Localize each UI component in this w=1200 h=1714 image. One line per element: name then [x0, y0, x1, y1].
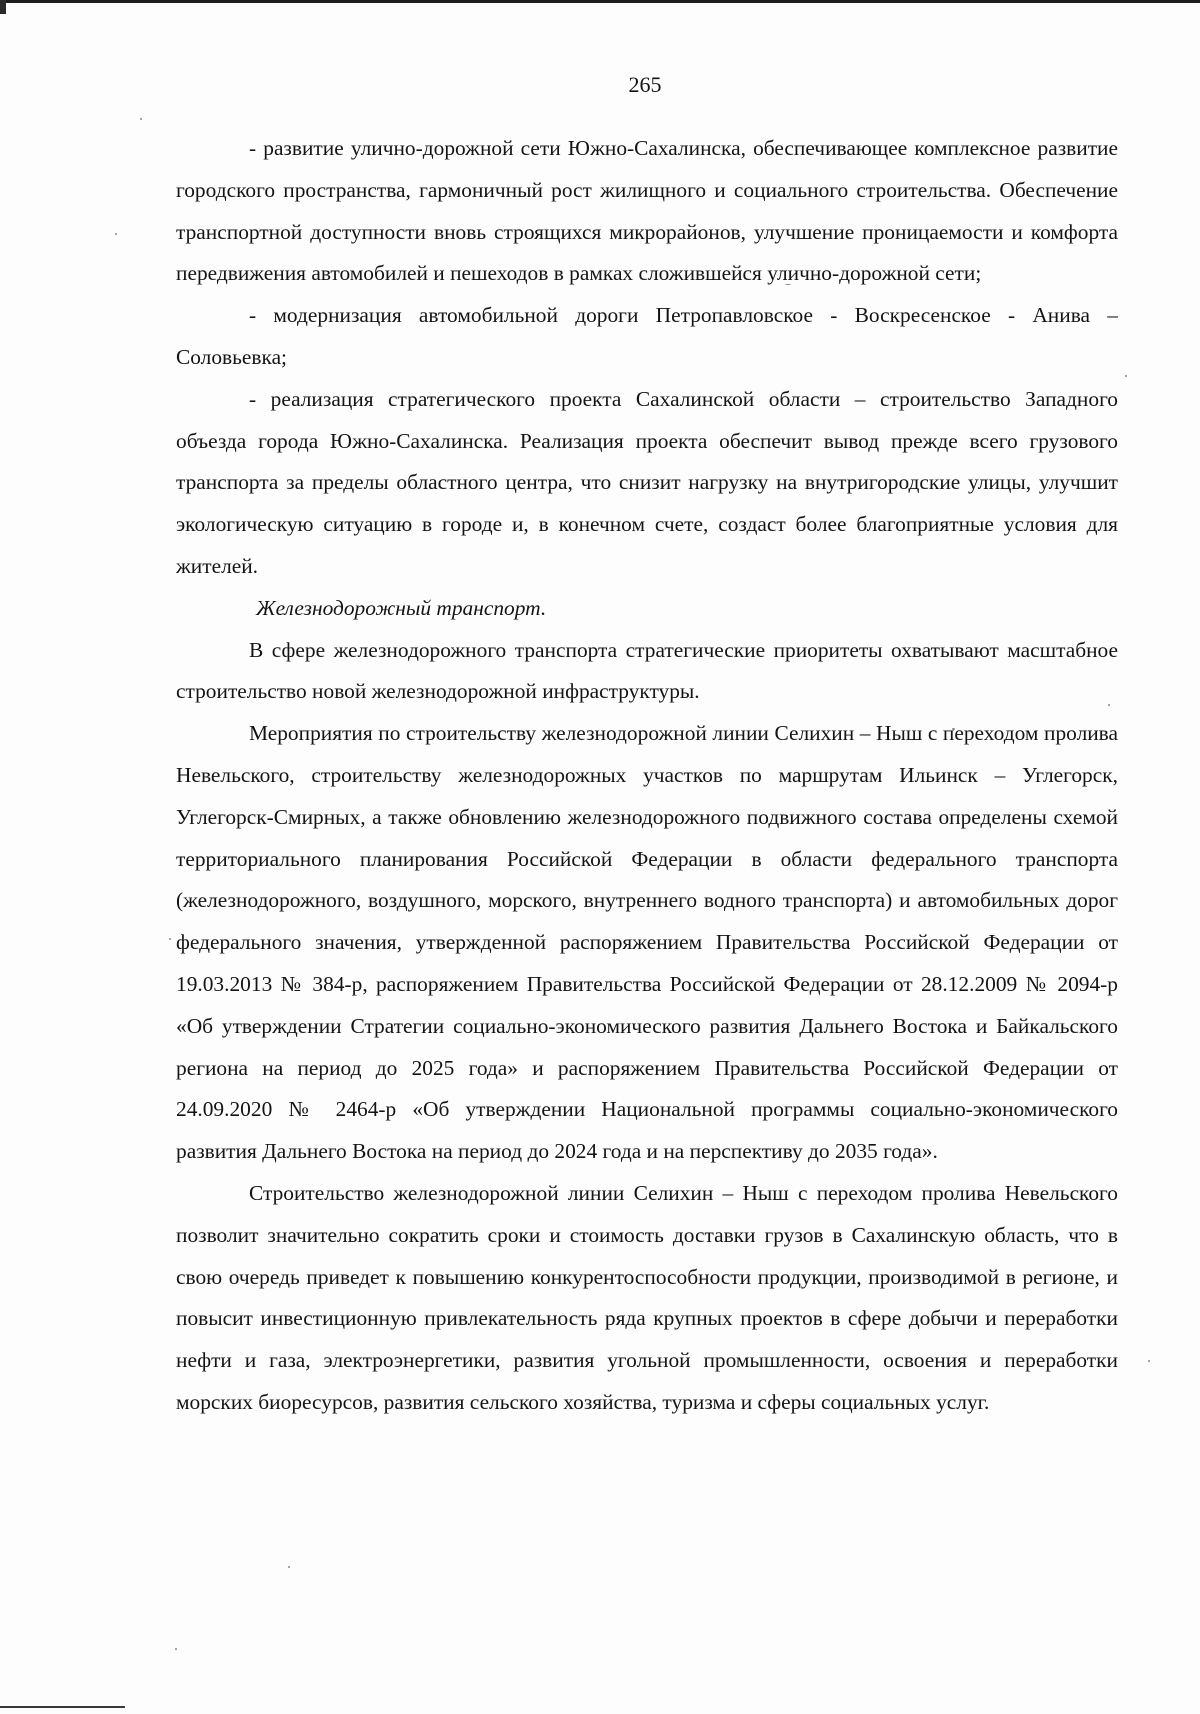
paragraph-western-bypass: - реализация стратегического проекта Сахалинской области – строительство Западного объезда города Южно-Сахалинска. Реализация проекта обеспечит вывод прежде всего грузового транспорта за пределы областного центра, что снизит нагрузку на внутригородские улицы, улучшит экологическую ситуацию в городе и, в конечном счете, создаст более благоприятные условия для жителей. — [176, 386, 1118, 578]
paragraph-railway-priorities: В сфере железнодорожного транспорта стратегические приоритеты охватывают масштабное строительство новой железнодорожной инфраструктуры. — [176, 637, 1118, 704]
scan-speck — [1148, 1360, 1150, 1362]
paragraph-railway-benefits: Строительство железнодорожной линии Селихин – Ныш с переходом пролива Невельского позволит значительно сократить сроки и стоимость доставки грузов в Сахалинскую область, что в свою очередь приведет к повышению конкурентоспособности продукции, производимой в регионе, и повысит инвестиционную привлекательность ряда крупных проектов в сфере добычи и переработки нефти и газа, электроэнергетики, развития угольной промышленности, освоения и переработки морских биоресурсов, развития сельского хозяйства, туризма и сферы социальных услуг. — [176, 1180, 1118, 1414]
scan-bottom-edge — [0, 1706, 125, 1708]
scan-corner-mark — [0, 0, 6, 14]
page-number: 265 — [628, 72, 662, 97]
scan-speck — [140, 118, 142, 120]
scan-speck — [1125, 375, 1127, 377]
paragraph-road-network: - развитие улично-дорожной сети Южно-Сахалинска, обеспечивающее комплексное развитие городского пространства, гармоничный рост жилищного и социального строительства. Обеспечение транспортной доступности вновь строящихся микрорайонов, улучшение проницаемости и комфорта передвижения автомобилей и пешеходов в рамках сложившейся улично-дорожной сети; — [176, 136, 1118, 286]
scan-speck — [175, 1648, 177, 1650]
section-heading-railway: Железнодорожный транспорт. — [256, 595, 547, 620]
document-body — [176, 128, 1118, 1424]
paragraph-railway-measures: Мероприятия по строительству железнодорожной линии Селихин – Ныш с переходом пролива Невельского, строительству железнодорожных участков по маршрутам Ильинск – Углегорск, Углегорск-Смирных, а также обновлению железнодорожного подвижного состава определены схемой территориального планирования Российской Федерации в области федерального транспорта (железнодорожного, воздушного, морского, внутреннего водного транспорта) и автомобильных дорог федерального значения, утвержденной распоряжением Правительства Российской Федерации от 19.03.2013 № 384-р, распоряжением Правительства Российской Федерации от 28.12.2009 № 2094-р «Об утверждении Стратегии социально-экономического развития Дальнего Востока и Байкальского региона на период до 2025 года» и распоряжением Правительства Российской Федерации от 24.09.2020 № 2464-р «Об утверждении Национальной программы социально-экономического развития Дальнего Востока на период до 2024 года и на перспективу до 2035 года». — [176, 721, 1118, 1164]
scan-speck — [115, 233, 117, 235]
scan-speck — [288, 1566, 290, 1568]
scan-speck — [169, 938, 171, 940]
scan-top-edge — [0, 0, 1200, 3]
paragraph-road-modernization: - модернизация автомобильной дороги Петропавловское - Воскресенское - Анива – Соловьевка; — [176, 303, 1118, 369]
